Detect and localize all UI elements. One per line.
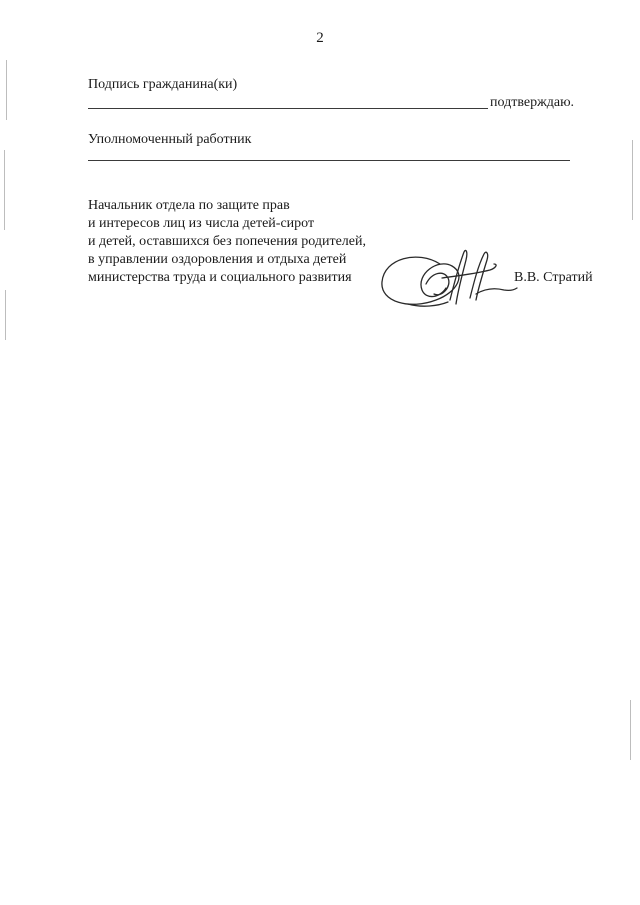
signer-name: В.В. Стратий	[514, 270, 593, 285]
position-line: в управлении оздоровления и отдыха детей	[88, 252, 347, 267]
authorized-officer-line	[88, 160, 570, 161]
authorized-officer-label: Уполномоченный работник	[88, 132, 252, 147]
confirm-text: подтверждаю.	[490, 95, 575, 110]
scan-edge-left-mid	[4, 150, 5, 230]
scan-edge-right-top	[632, 140, 633, 220]
position-line: министерства труда и социального развития	[88, 270, 352, 285]
handwritten-signature	[378, 244, 518, 316]
citizen-signature-line	[88, 108, 488, 109]
position-line: и детей, оставшихся без попечения родителей,	[88, 234, 366, 249]
official-position	[88, 197, 366, 287]
position-line: и интересов лиц из числа детей-сирот	[88, 216, 315, 231]
scan-edge-right-bottom	[630, 700, 631, 760]
scan-edge-left-low	[5, 290, 6, 340]
citizen-signature-label: Подпись гражданина(ки)	[88, 77, 238, 92]
position-line: Начальник отдела по защите прав	[88, 198, 290, 213]
page-number: 2	[316, 30, 324, 46]
scan-edge-left-top	[6, 60, 7, 120]
